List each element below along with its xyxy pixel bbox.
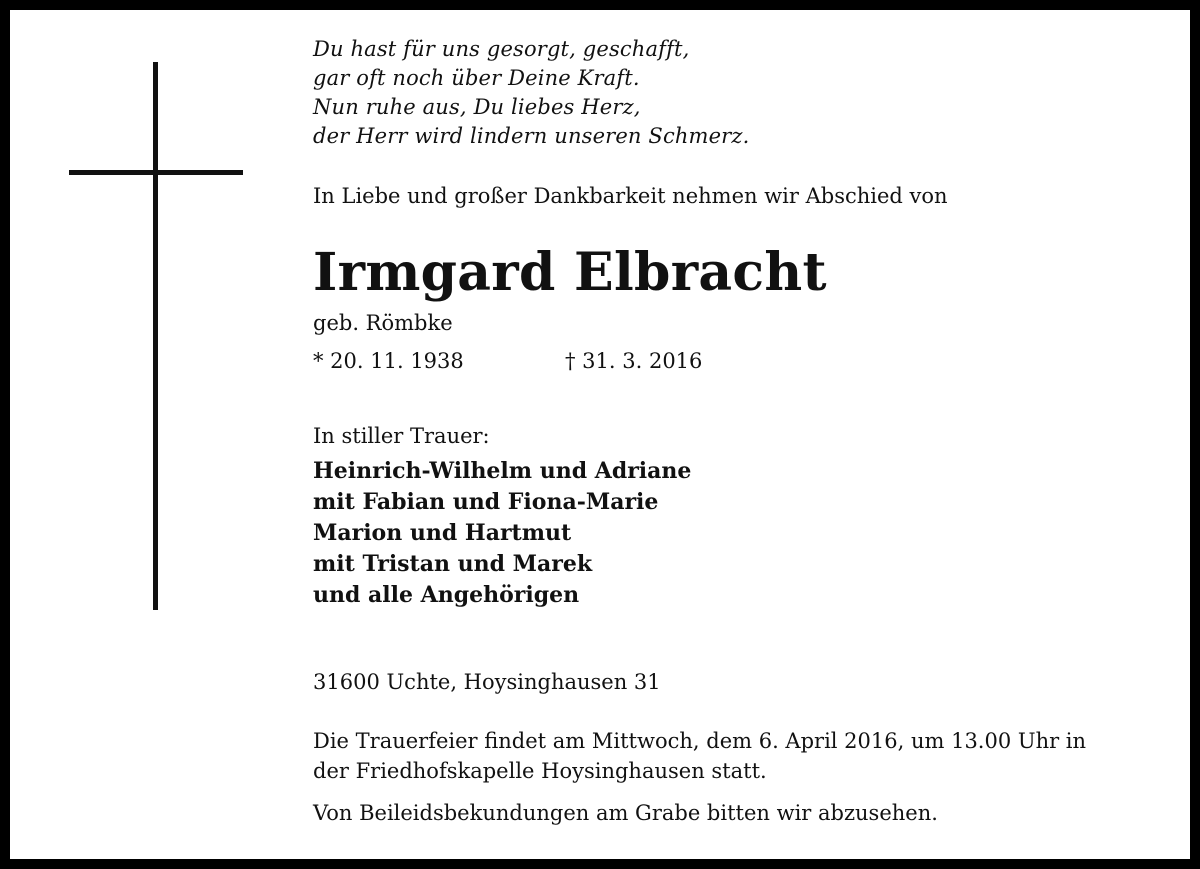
poem-line: gar oft noch über Deine Kraft. xyxy=(313,66,640,90)
birth-name: geb. Römbke xyxy=(313,311,453,335)
mourner-line: mit Fabian und Fiona-Marie xyxy=(313,489,659,515)
mourner-line: Heinrich-Wilhelm und Adriane xyxy=(313,458,692,484)
farewell-intro: In Liebe und großer Dankbarkeit nehmen wir Abschied von xyxy=(313,184,948,208)
funeral-service-info xyxy=(313,726,1183,786)
mourning-label: In stiller Trauer: xyxy=(313,424,490,448)
mourner-line: und alle Angehörigen xyxy=(313,582,580,608)
poem-line: Du hast für uns gesorgt, geschafft, xyxy=(313,37,690,61)
deceased-name: Irmgard Elbracht xyxy=(313,242,827,303)
service-line: Die Trauerfeier findet am Mittwoch, dem 6. April 2016, um 13.00 Uhr in xyxy=(313,729,1087,753)
death-date: † 31. 3. 2016 xyxy=(565,349,703,373)
poem-line: Nun ruhe aus, Du liebes Herz, xyxy=(313,95,641,119)
mourners-list xyxy=(313,456,691,611)
cross-horizontal-bar xyxy=(69,170,243,175)
mourner-line: mit Tristan und Marek xyxy=(313,551,593,577)
family-address: 31600 Uchte, Hoysinghausen 31 xyxy=(313,670,661,694)
memorial-poem xyxy=(313,35,749,151)
mourner-line: Marion und Hartmut xyxy=(313,520,572,546)
cross-vertical-bar xyxy=(153,62,158,610)
poem-line: der Herr wird lindern unseren Schmerz. xyxy=(313,124,750,148)
service-line: der Friedhofskapelle Hoysinghausen statt. xyxy=(313,759,767,783)
birth-date: * 20. 11. 1938 xyxy=(313,349,464,373)
condolences-note: Von Beileidsbekundungen am Grabe bitten wir abzusehen. xyxy=(313,801,938,825)
